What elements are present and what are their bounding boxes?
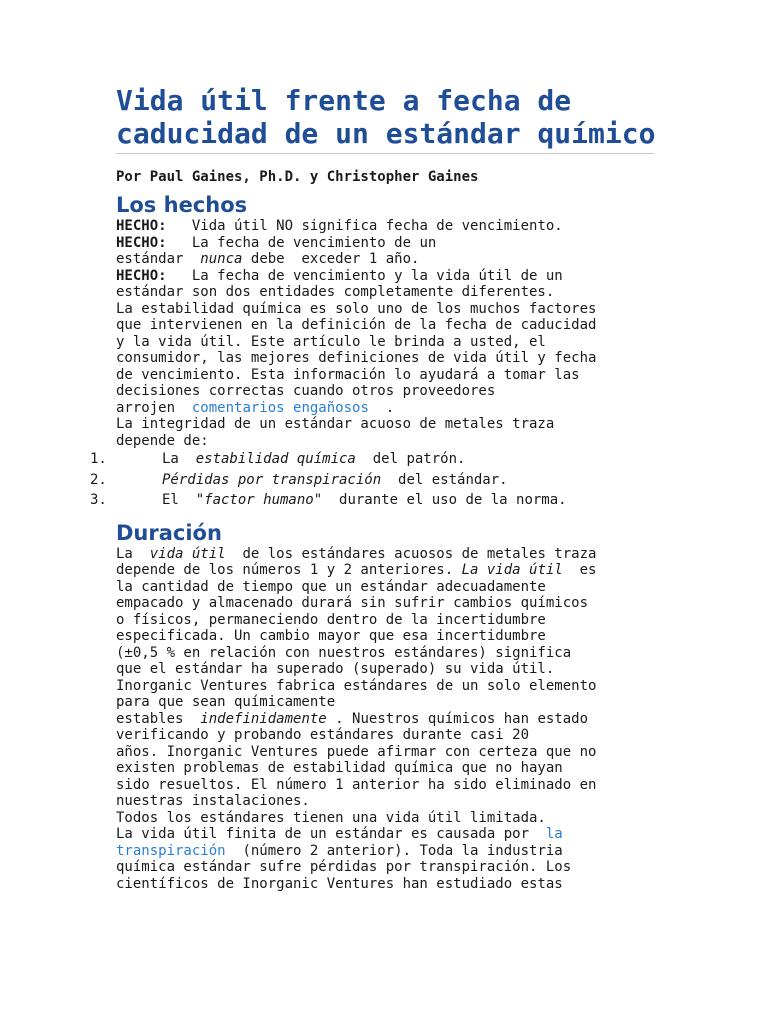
para-emphasis: vida útil xyxy=(149,545,226,562)
section-heading-duration: Duración xyxy=(116,520,222,545)
para-text: . xyxy=(385,399,395,416)
para-line: años. Inorganic Ventures puede afirmar con certeza que no xyxy=(116,743,597,760)
list-number: 2. xyxy=(90,471,107,488)
para-line: para que sean químicamente xyxy=(116,694,336,710)
transpiration-link[interactable]: transpiración xyxy=(116,842,226,859)
section-heading-facts: Los hechos xyxy=(116,193,248,217)
fact-3 xyxy=(116,268,656,285)
byline: Por Paul Gaines, Ph.D. y Christopher Gaines xyxy=(116,169,479,185)
fact-text: estándar xyxy=(116,251,184,267)
para-line: o físicos, permaneciendo dentro de la incertidumbre xyxy=(116,611,546,628)
misleading-comments-link[interactable]: comentarios engañosos xyxy=(191,399,369,416)
para-line xyxy=(116,843,656,860)
fact-3-cont: estándar son dos entidades completamente diferentes. xyxy=(116,284,555,300)
fact-1 xyxy=(116,218,656,235)
fact-label: HECHO: xyxy=(116,218,167,234)
page-title: Vida útil frente a fecha de caducidad de un estándar químico xyxy=(116,84,656,150)
list-emphasis: Pérdidas por transpiración xyxy=(162,471,382,488)
para-line: verificando y probando estándares durante casi 20 xyxy=(116,727,530,743)
para-line xyxy=(116,562,656,579)
para-text: (número 2 anterior). Toda la industria xyxy=(242,842,563,859)
para-line: decisiones correctas cuando otros proveedores xyxy=(116,383,496,399)
para-line xyxy=(116,400,656,417)
fact-2 xyxy=(116,235,656,252)
para-line: especificada. Un cambio mayor que esa incertidumbre xyxy=(116,628,546,644)
para-line xyxy=(116,826,656,843)
para-line: La estabilidad química es solo uno de los muchos factores xyxy=(116,300,597,317)
para-text: La xyxy=(116,545,133,562)
list-item xyxy=(90,470,656,491)
para-line: la cantidad de tiempo que un estándar adecuadamente xyxy=(116,578,546,595)
para-line: consumidor, las mejores definiciones de vida útil y fecha xyxy=(116,350,597,366)
para-emphasis: indefinidamente xyxy=(200,710,327,727)
para-line: científicos de Inorganic Ventures han estudiado estas xyxy=(116,875,563,892)
fact-label: HECHO: xyxy=(116,267,167,284)
para-line: nuestras instalaciones. xyxy=(116,793,310,809)
para-line: que el estándar ha superado (superado) su vida útil. xyxy=(116,661,555,677)
para-text: depende de los números 1 y 2 anteriores. xyxy=(116,562,454,578)
para-line: de vencimiento. Esta información lo ayudará a tomar las xyxy=(116,366,580,383)
para-line: La integridad de un estándar acuoso de metales traza xyxy=(116,416,555,432)
para-text: arrojen xyxy=(116,399,176,416)
list-item xyxy=(90,449,656,470)
fact-emphasis: nunca xyxy=(200,251,243,267)
para-text: de los estándares acuosos de metales traza xyxy=(242,545,597,562)
para-line: y la vida útil. Este artículo le brinda a usted, el xyxy=(116,333,546,350)
title-divider xyxy=(116,153,654,154)
document-page xyxy=(90,84,656,892)
para-line xyxy=(116,546,656,563)
list-text: del estándar. xyxy=(398,471,508,488)
para-line: sido resueltos. El número 1 anterior ha sido eliminado en xyxy=(116,776,597,793)
list-emphasis: "factor humano" xyxy=(195,492,323,508)
list-number: 3. xyxy=(90,492,107,508)
para-line: (±0,5 % en relación con nuestros estándares) significa xyxy=(116,644,572,661)
list-number: 1. xyxy=(90,451,107,467)
para-line xyxy=(116,711,656,728)
list-text: durante el uso de la norma. xyxy=(339,492,567,508)
para-text: La vida útil finita de un estándar es causada por xyxy=(116,826,530,842)
para-line: empacado y almacenado durará sin sufrir cambios químicos xyxy=(116,595,589,611)
para-line: existen problemas de estabilidad química que no hayan xyxy=(116,760,563,776)
list-text: del patrón. xyxy=(372,451,466,467)
para-text: es xyxy=(579,562,597,578)
fact-text: La fecha de vencimiento y la vida útil de un xyxy=(191,267,563,284)
list-emphasis: estabilidad química xyxy=(195,451,356,467)
fact-label: HECHO: xyxy=(116,234,167,251)
para-text: estables xyxy=(116,710,184,727)
duration-section xyxy=(116,546,656,893)
list-item xyxy=(90,490,656,511)
para-line: química estándar sufre pérdidas por transpiración. Los xyxy=(116,859,572,875)
factors-list xyxy=(90,449,656,511)
para-line: que intervienen en la definición de la fecha de caducidad xyxy=(116,317,597,333)
fact-text: La fecha de vencimiento de un xyxy=(191,234,437,251)
para-emphasis: La vida útil xyxy=(461,562,563,578)
para-line: Todos los estándares tienen una vida útil limitada. xyxy=(116,809,546,826)
list-text: La xyxy=(162,451,179,467)
fact-text: debe exceder 1 año. xyxy=(250,251,420,267)
fact-2-cont xyxy=(116,251,656,268)
list-text: El xyxy=(162,492,179,508)
transpiration-link[interactable]: la xyxy=(545,826,563,842)
facts-section xyxy=(116,218,656,449)
fact-text: Vida útil NO significa fecha de vencimiento. xyxy=(191,218,563,234)
para-text: . Nuestros químicos han estado xyxy=(335,710,589,727)
para-line: Inorganic Ventures fabrica estándares de un solo elemento xyxy=(116,677,597,694)
para-line: depende de: xyxy=(116,432,209,449)
